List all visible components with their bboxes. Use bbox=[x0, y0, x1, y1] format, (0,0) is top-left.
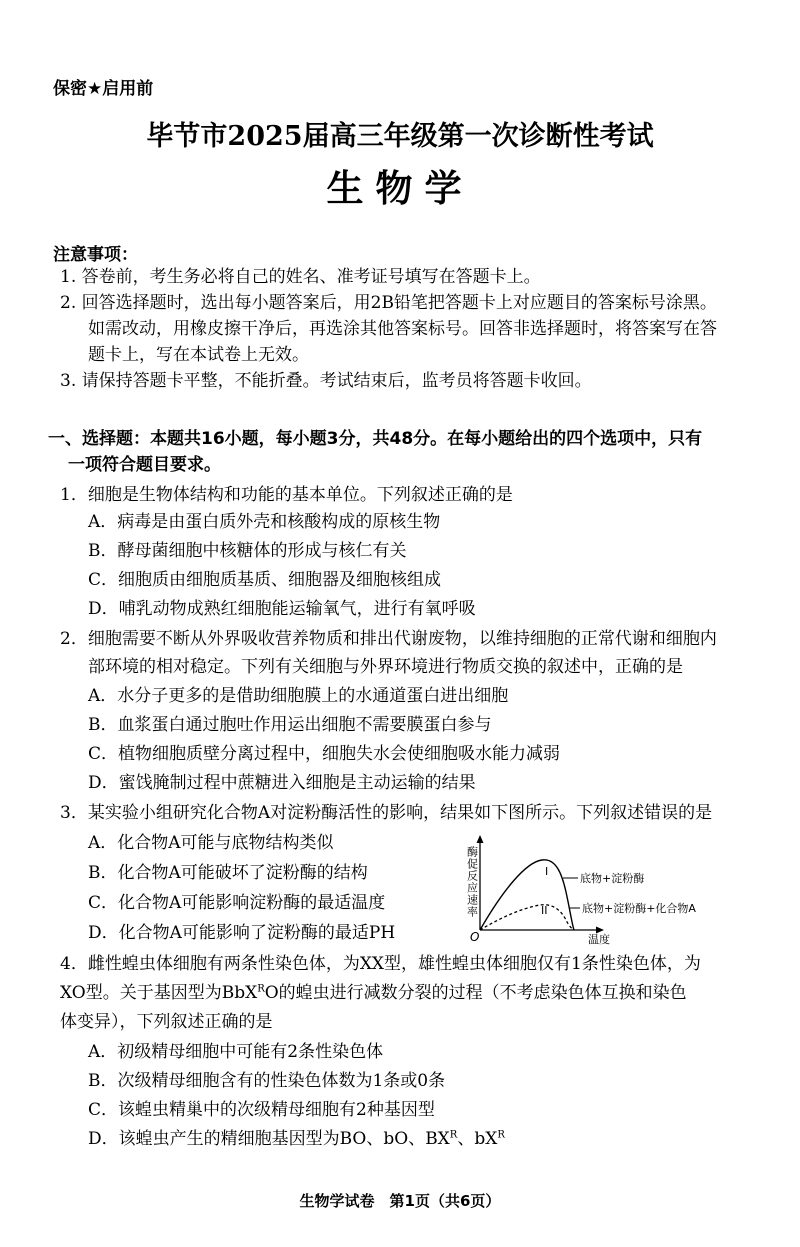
exam-title: 毕节市2025届高三年级第一次诊断性考试 bbox=[146, 121, 654, 152]
notice-item: 如需改动，用橡皮擦干净后，再选涂其他答案标号。回答非选择题时，将答案写在答 bbox=[88, 319, 717, 339]
notice-heading: 注意事项： bbox=[53, 245, 138, 265]
question-option: C．细胞质由细胞质基质、细胞器及细胞核组成 bbox=[88, 570, 442, 590]
notice-item: 2. 回答选择题时，选出每小题答案后，用2B铅笔把答题卡上对应题目的答案标号涂黑。 bbox=[60, 293, 717, 313]
notice-item: 3. 请保持答题卡平整，不能折叠。考试结束后，监考员将答题卡收回。 bbox=[60, 371, 592, 391]
x-axis-label: 温度 bbox=[588, 933, 610, 946]
question-stem: 1．细胞是生物体结构和功能的基本单位。下列叙述正确的是 bbox=[60, 485, 513, 505]
question-option: B．酵母菌细胞中核糖体的形成与核仁有关 bbox=[88, 541, 407, 561]
question-option: D．哺乳动物成熟红细胞能运输氧气，进行有氧呼吸 bbox=[88, 599, 476, 619]
question-option: A．化合物A可能与底物结构类似 bbox=[88, 833, 334, 853]
question-option: A．初级精母细胞中可能有2条性染色体 bbox=[88, 1042, 384, 1062]
question-option: A．水分子更多的是借助细胞膜上的水通道蛋白进出细胞 bbox=[88, 686, 509, 706]
question-option: B．次级精母细胞含有的性染色体数为1条或0条 bbox=[88, 1071, 446, 1091]
curve-1-mark: I bbox=[545, 865, 549, 878]
question-option: D．蜜饯腌制过程中蔗糖进入细胞是主动运输的结果 bbox=[88, 773, 476, 793]
question-stem-cont: XO型。关于基因型为BbX$^R$O的蝗虫进行减数分裂的过程（不考虑染色体互换和染色 bbox=[60, 983, 687, 1003]
curve-2-mark: II bbox=[541, 904, 548, 917]
enzyme-rate-figure bbox=[458, 830, 758, 950]
subject-title: 生物学 bbox=[326, 166, 474, 210]
question-option: C．植物细胞质壁分离过程中，细胞失水会使细胞吸水能力减弱 bbox=[88, 744, 561, 764]
question-stem: 2．细胞需要不断从外界吸收营养物质和排出代谢废物，以维持细胞的正常代谢和细胞内 bbox=[60, 629, 717, 649]
section-heading: 一、选择题：本题共16小题，每小题3分，共48分。在每小题给出的四个选项中，只有 bbox=[48, 429, 703, 449]
curve-2-label: 底物+淀粉酶+化合物A bbox=[582, 902, 696, 915]
question-option: C．化合物A可能影响淀粉酶的最适温度 bbox=[88, 893, 386, 913]
confidential-mark: 保密★启用前 bbox=[53, 79, 154, 99]
question-option: C．该蝗虫精巢中的次级精母细胞有2种基因型 bbox=[88, 1100, 435, 1120]
notice-item: 1. 答卷前，考生务必将自己的姓名、准考证号填写在答题卡上。 bbox=[60, 267, 541, 287]
question-stem: 3．某实验小组研究化合物A对淀粉酶活性的影响，结果如下图所示。下列叙述错误的是 bbox=[60, 803, 713, 823]
y-axis-arrow bbox=[477, 835, 484, 843]
notice-item: 题卡上，写在本试卷上无效。 bbox=[88, 345, 309, 365]
question-stem-cont: 部环境的相对稳定。下列有关细胞与外界环境进行物质交换的叙述中，正确的是 bbox=[88, 657, 683, 677]
question-option: B．化合物A可能破坏了淀粉酶的结构 bbox=[88, 863, 368, 883]
question-option: D．化合物A可能影响了淀粉酶的最适PH bbox=[88, 923, 396, 943]
curve-1 bbox=[480, 860, 574, 930]
origin-label: O bbox=[470, 930, 480, 944]
section-heading-cont: 一项符合题目要求。 bbox=[68, 455, 221, 475]
question-option: D．该蝗虫产生的精细胞基因型为BO、bO、$BX^R$、$bX^R$ bbox=[88, 1129, 505, 1149]
curve-1-label: 底物+淀粉酶 bbox=[580, 872, 645, 885]
y-axis-label: 酶促反应速率 bbox=[465, 846, 479, 918]
question-option: B．血浆蛋白通过胞吐作用运出细胞不需要膜蛋白参与 bbox=[88, 715, 492, 735]
page-footer: 生物学试卷 第1页（共6页） bbox=[299, 1192, 501, 1210]
question-stem-cont: 体变异），下列叙述正确的是 bbox=[60, 1012, 273, 1032]
question-option: A．病毒是由蛋白质外壳和核酸构成的原核生物 bbox=[88, 512, 441, 532]
question-stem: 4．雌性蝗虫体细胞有两条性染色体，为XX型，雄性蝗虫体细胞仅有1条性染色体，为 bbox=[60, 954, 701, 974]
curve-2 bbox=[480, 905, 574, 930]
